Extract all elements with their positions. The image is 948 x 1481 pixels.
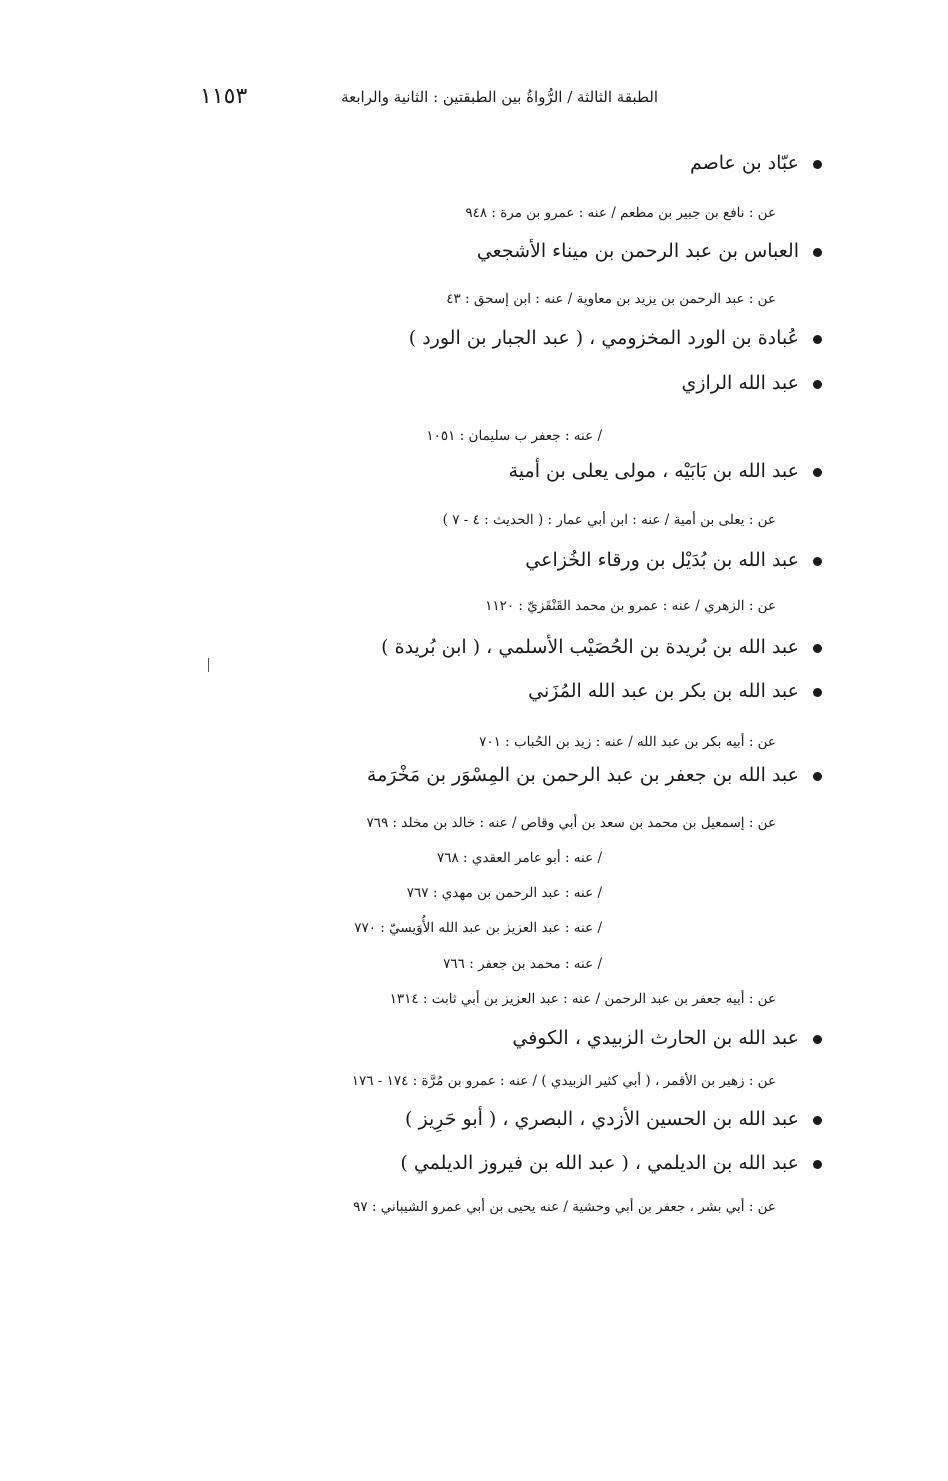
narrator-chain: / عنه : جعفر ب سليمان : ١٠٥١ (426, 428, 602, 444)
narrator-entry: عبد الله الرازي (681, 372, 822, 394)
narrator-entry: عبد الله بن الحسين الأزدي ، البصري ، ( أبو حَرِيز ) (405, 1108, 822, 1130)
narrator-entry: عبد الله بن الحارث الزبيدي ، الكوفي (512, 1027, 822, 1049)
narrator-chain: / عنه : عبد الرحمن بن مهدي : ٧٦٧ (406, 885, 602, 901)
narrator-chain: عن : الزهري / عنه : عمرو بن محمد القَنْقَزيّ : ١١٢٠ (485, 598, 776, 614)
narrator-entry: عبد الله بن بَابَيْه ، مولى يعلى بن أمية (509, 460, 822, 482)
narrator-entry: عُبادة بن الورد المخزومي ، ( عبد الجبار بن الورد ) (409, 327, 822, 349)
bullet-icon (813, 1116, 822, 1125)
narrator-chain: عن : أبيه جعفر بن عبد الرحمن / عنه : عبد العزيز بن أبي ثابت : ١٣١٤ (389, 991, 776, 1007)
narrator-entry: عبد الله بن جعفر بن عبد الرحمن بن المِسْوَر بن مَخْرَمة (367, 764, 822, 786)
narrator-chain: / عنه : أبو عامر العقدي : ٧٦٨ (436, 850, 602, 866)
bullet-icon (813, 160, 822, 169)
bullet-icon (813, 248, 822, 257)
bullet-icon (813, 335, 822, 344)
bullet-icon (813, 772, 822, 781)
bullet-icon (813, 380, 822, 389)
narrator-entry: عبد الله بن الديلمي ، ( عبد الله بن فيروز الديلمي ) (400, 1152, 822, 1174)
narrator-chain: / عنه : عبد العزيز بن عبد الله الأُوَيسيّ : ٧٧٠ (354, 920, 602, 936)
narrator-entry: عبد الله بن بُدَيْل بن ورقاء الخُزاعي (525, 549, 822, 571)
bullet-icon (813, 1035, 822, 1044)
bullet-icon (813, 644, 822, 653)
narrator-chain: عن : عبد الرحمن بن يزيد بن معاوية / عنه : ابن إسحق : ٤٣ (446, 291, 776, 307)
narrator-chain: عن : أبيه بكر بن عبد الله / عنه : زيد بن الحُباب : ٧٠١ (479, 734, 776, 750)
bullet-icon (813, 688, 822, 697)
narrator-entry: عبّاد بن عاصم (690, 152, 822, 174)
narrator-chain: عن : زهير بن الأقمر ، ( أبي كثير الزبيدي ) / عنه : عمرو بن مُرَّة : ١٧٤ - ١٧٦ (351, 1073, 776, 1089)
narrator-chain: عن : إسمعيل بن محمد بن سعد بن أبي وقاص / عنه : خالد بن مخلد : ٧٦٩ (366, 815, 776, 831)
running-header: الطبقة الثالثة / الرُّواةُ بين الطبقتين : الثانية والرابعة (341, 88, 658, 106)
bullet-icon (813, 468, 822, 477)
narrator-entry: عبد الله بن بُريدة بن الحُصَيْب الأسلمي ، ( ابن بُريدة ) (381, 636, 822, 658)
bullet-icon (813, 557, 822, 566)
narrator-entry: عبد الله بن بكر بن عبد الله المُزَني (528, 680, 822, 702)
narrator-chain: / عنه : محمد بن جعفر : ٧٦٦ (443, 956, 602, 972)
margin-mark (208, 658, 209, 672)
bullet-icon (813, 1160, 822, 1169)
narrator-chain: عن : نافع بن جبير بن مطعم / عنه : عمرو بن مرة : ٩٤٨ (465, 205, 776, 221)
narrator-chain: عن : أبي بشر ، جعفر بن أبي وحشية / عنه يحيى بن أبي عمرو الشيباني : ٩٧ (353, 1199, 776, 1215)
page-number: ١١٥٣ (200, 84, 248, 109)
narrator-entry: العباس بن عبد الرحمن بن ميناء الأشجعي (477, 240, 822, 262)
narrator-chain: عن : يعلى بن أمية / عنه : ابن أبي عمار : ( الحديث : ٤ - ٧ ) (442, 512, 776, 528)
